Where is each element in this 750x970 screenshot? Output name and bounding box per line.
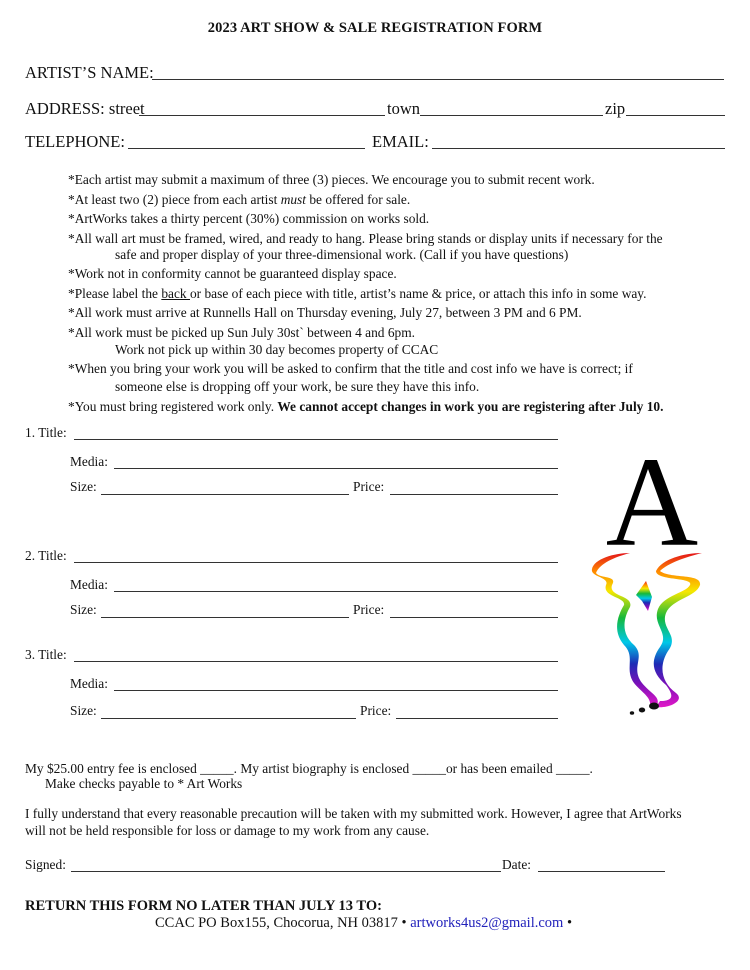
note-wall-art-cont: safe and proper display of your three-dimensional work. (Call if you have questions) — [115, 247, 569, 262]
email-field[interactable] — [432, 148, 725, 149]
entry-3-size-field[interactable] — [101, 718, 356, 719]
entry-1-price-label: Price: — [353, 479, 385, 494]
note-for-sale — [68, 192, 410, 208]
entry-3-title-field[interactable] — [74, 661, 558, 662]
note-for-sale-pre: *At least two (2) piece from each artist — [68, 192, 281, 207]
date-field[interactable] — [538, 871, 665, 872]
return-address-line — [155, 915, 572, 932]
logo-letter: A — [605, 445, 699, 573]
note-for-sale-post: be offered for sale. — [306, 192, 411, 207]
entry-1-size-label: Size: — [70, 479, 97, 494]
entry-1-media-label: Media: — [70, 454, 108, 469]
rainbow-smoke-logo-icon — [590, 445, 715, 725]
signed-label: Signed: — [25, 857, 66, 872]
note-max-pieces: *Each artist may submit a maximum of three (3) pieces. We encourage you to submit recent work. — [68, 172, 595, 187]
return-address: CCAC PO Box155, Chocorua, NH 03817 • — [155, 915, 411, 931]
artist-name-field[interactable] — [152, 79, 724, 80]
telephone-label: TELEPHONE: — [25, 132, 125, 151]
note-confirm-cont: someone else is dropping off your work, be sure they have this info. — [115, 379, 480, 394]
entry-2-price-label: Price: — [353, 602, 385, 617]
entry-2-media-label: Media: — [70, 577, 108, 592]
telephone-field[interactable] — [128, 148, 365, 149]
town-field[interactable] — [420, 115, 603, 116]
entry-3-size-label: Size: — [70, 703, 97, 718]
entry-2-title-field[interactable] — [74, 562, 558, 563]
entry-2-size-label: Size: — [70, 602, 97, 617]
return-trailer: • — [563, 915, 573, 931]
note-registered-bold: We cannot accept changes in work you are registering after July 10. — [277, 399, 664, 414]
entry-1-price-field[interactable] — [390, 494, 558, 495]
note-for-sale-emphasis: must — [280, 192, 306, 207]
note-pickup-cont: Work not pick up within 30 day becomes property of CCAC — [115, 342, 439, 357]
note-conformity: *Work not in conformity cannot be guaranteed display space. — [68, 266, 397, 281]
signature-field[interactable] — [71, 871, 501, 872]
entry-3-media-field[interactable] — [114, 690, 558, 691]
note-registered-pre: *You must bring registered work only. — [68, 399, 278, 414]
entry-1-title-field[interactable] — [74, 439, 558, 440]
address-street-label: ADDRESS: street — [25, 99, 145, 118]
note-registered-only — [68, 399, 663, 415]
note-confirm: *When you bring your work you will be asked to confirm that the title and cost info we have is correct; if — [68, 361, 633, 376]
note-label-pre: *Please label the — [68, 286, 162, 301]
entry-1-size-field[interactable] — [101, 494, 349, 495]
checks-payable-note: Make checks payable to * Art Works — [45, 776, 243, 791]
entry-1-media-field[interactable] — [114, 468, 558, 469]
entry-2-price-field[interactable] — [390, 617, 558, 618]
note-label-work — [68, 286, 646, 302]
email-link[interactable]: artworks4us2@gmail.com — [410, 915, 564, 931]
return-heading: RETURN THIS FORM NO LATER THAN JULY 13 TO: — [25, 898, 382, 914]
entry-2-size-field[interactable] — [101, 617, 349, 618]
entry-3-media-label: Media: — [70, 676, 108, 691]
address-town-label: town — [387, 99, 420, 118]
address-zip-label: zip — [605, 99, 626, 118]
note-wall-art: *All wall art must be framed, wired, and ready to hang. Please bring stands or display units if necessary for the — [68, 231, 663, 246]
street-field[interactable] — [139, 115, 385, 116]
entry-2-title-label: 2. Title: — [25, 548, 67, 563]
note-arrival: *All work must arrive at Runnells Hall on Thursday evening, July 27, between 3 PM and 6 PM. — [68, 305, 582, 320]
entry-2-media-field[interactable] — [114, 591, 558, 592]
entry-3-price-label: Price: — [360, 703, 392, 718]
note-pickup: *All work must be picked up Sun July 30st` between 4 and 6pm. — [68, 325, 415, 340]
entry-3-title-label: 3. Title: — [25, 647, 67, 662]
email-label: EMAIL: — [372, 132, 429, 151]
note-commission: *ArtWorks takes a thirty percent (30%) commission on works sold. — [68, 211, 430, 226]
fee-statement: My $25.00 entry fee is enclosed _____. My artist biography is enclosed _____or has been emailed _____. — [25, 761, 593, 776]
form-title: 2023 ART SHOW & SALE REGISTRATION FORM — [207, 20, 543, 36]
date-label: Date: — [502, 857, 531, 872]
zip-field[interactable] — [626, 115, 725, 116]
note-label-post: or base of each piece with title, artist’s name & price, or attach this info in some way. — [189, 286, 647, 301]
agreement-line-2: will not be held responsible for loss or damage to my work from any cause. — [25, 823, 430, 838]
entry-3-price-field[interactable] — [396, 718, 558, 719]
agreement-line-1: I fully understand that every reasonable precaution will be taken with my submitted work. However, I agree that ArtWorks — [25, 806, 682, 821]
note-label-underlined: back — [161, 286, 190, 301]
artist-name-label: ARTIST’S NAME: — [25, 63, 154, 82]
entry-1-title-label: 1. Title: — [25, 425, 67, 440]
